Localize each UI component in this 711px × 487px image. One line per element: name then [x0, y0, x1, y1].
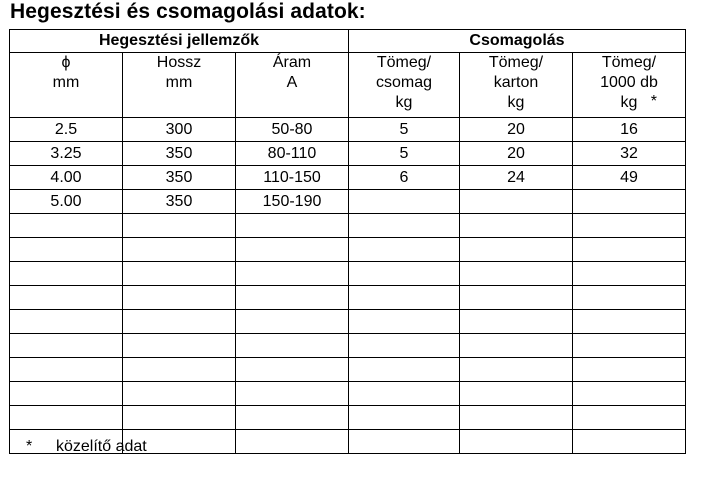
footnote	[26, 438, 147, 456]
empty-cell	[236, 334, 349, 358]
empty-cell	[460, 214, 573, 238]
empty-cell	[123, 262, 236, 286]
empty-cell	[10, 310, 123, 334]
header-line: mm	[52, 74, 80, 91]
header-line: karton	[493, 74, 539, 91]
footnote-marker: *	[650, 93, 657, 110]
empty-cell	[123, 358, 236, 382]
empty-table-row	[10, 238, 686, 262]
empty-cell	[123, 238, 236, 262]
header-line: 1000 db	[600, 74, 658, 91]
empty-cell	[236, 214, 349, 238]
empty-cell	[236, 382, 349, 406]
table-cell	[573, 190, 686, 214]
empty-cell	[573, 358, 686, 382]
table-row	[10, 190, 686, 214]
header-line: kg	[620, 94, 638, 111]
empty-cell	[349, 286, 460, 310]
header-line: csomag	[375, 74, 433, 91]
empty-cell	[460, 358, 573, 382]
empty-cell	[349, 406, 460, 430]
empty-table-row	[10, 406, 686, 430]
table-cell: 20	[460, 142, 573, 166]
header-line: Hossz	[156, 54, 202, 71]
empty-cell	[460, 406, 573, 430]
column-header-row	[10, 53, 686, 118]
footnote-mark: *	[26, 438, 33, 455]
empty-cell	[10, 406, 123, 430]
empty-cell	[460, 382, 573, 406]
empty-cell	[573, 214, 686, 238]
empty-cell	[460, 310, 573, 334]
empty-cell	[460, 286, 573, 310]
group-header-packaging: Csomagolás	[349, 30, 686, 53]
empty-cell	[236, 358, 349, 382]
empty-table-row	[10, 214, 686, 238]
table-cell: 350	[123, 190, 236, 214]
table-cell: 49	[573, 166, 686, 190]
empty-cell	[573, 382, 686, 406]
empty-cell	[123, 334, 236, 358]
empty-cell	[349, 430, 460, 454]
empty-cell	[460, 430, 573, 454]
table-cell: 5.00	[10, 190, 123, 214]
empty-table-row	[10, 334, 686, 358]
table-cell: 350	[123, 142, 236, 166]
empty-cell	[460, 238, 573, 262]
data-table	[9, 29, 686, 454]
table-cell: 5	[349, 142, 460, 166]
header-line: ϕ	[61, 54, 71, 71]
table-cell: 20	[460, 118, 573, 142]
empty-table-row	[10, 358, 686, 382]
empty-cell	[573, 238, 686, 262]
empty-cell	[123, 286, 236, 310]
header-line: Áram	[272, 54, 312, 71]
table-cell	[349, 190, 460, 214]
header-line: A	[286, 74, 298, 91]
header-line: mm	[165, 74, 193, 91]
empty-cell	[349, 310, 460, 334]
header-line: Tömeg/	[376, 54, 432, 71]
empty-cell	[349, 214, 460, 238]
empty-cell	[10, 286, 123, 310]
empty-cell	[236, 406, 349, 430]
empty-cell	[573, 430, 686, 454]
empty-cell	[10, 358, 123, 382]
header-line: Tömeg/	[601, 54, 657, 71]
table-cell: 350	[123, 166, 236, 190]
empty-cell	[349, 358, 460, 382]
page-title: Hegesztési és csomagolási adatok:	[10, 0, 366, 23]
header-line: Tömeg/	[488, 54, 544, 71]
group-header-row	[10, 30, 686, 53]
table-cell: 2.5	[10, 118, 123, 142]
table-cell: 3.25	[10, 142, 123, 166]
empty-cell	[573, 286, 686, 310]
table-cell: 80-110	[236, 142, 349, 166]
header-length	[123, 53, 236, 118]
empty-cell	[573, 334, 686, 358]
table-row	[10, 142, 686, 166]
empty-cell	[236, 262, 349, 286]
empty-cell	[236, 238, 349, 262]
empty-cell	[10, 262, 123, 286]
empty-cell	[349, 334, 460, 358]
empty-cell	[10, 214, 123, 238]
header-current	[236, 53, 349, 118]
table-cell	[460, 190, 573, 214]
table-cell: 150-190	[236, 190, 349, 214]
table-cell: 110-150	[236, 166, 349, 190]
table-cell: 4.00	[10, 166, 123, 190]
empty-table-row	[10, 286, 686, 310]
table-cell: 24	[460, 166, 573, 190]
header-line: kg	[507, 94, 525, 111]
empty-cell	[123, 310, 236, 334]
empty-cell	[10, 238, 123, 262]
empty-cell	[573, 262, 686, 286]
table-row	[10, 166, 686, 190]
table-cell: 16	[573, 118, 686, 142]
empty-cell	[10, 334, 123, 358]
header-weight-per-pack	[349, 53, 460, 118]
empty-cell	[236, 430, 349, 454]
table-cell: 6	[349, 166, 460, 190]
footnote-text: közelítő adat	[56, 438, 147, 455]
empty-cell	[349, 382, 460, 406]
empty-cell	[573, 406, 686, 430]
empty-cell	[123, 214, 236, 238]
empty-cell	[460, 334, 573, 358]
empty-table-row	[10, 382, 686, 406]
table-cell: 50-80	[236, 118, 349, 142]
empty-table-row	[10, 262, 686, 286]
empty-cell	[573, 310, 686, 334]
table-cell: 5	[349, 118, 460, 142]
empty-cell	[460, 262, 573, 286]
group-header-welding: Hegesztési jellemzők	[10, 30, 349, 53]
table-cell: 32	[573, 142, 686, 166]
empty-table-row	[10, 310, 686, 334]
empty-cell	[236, 286, 349, 310]
header-weight-per-1000	[573, 53, 686, 118]
table-row	[10, 118, 686, 142]
empty-cell	[349, 262, 460, 286]
empty-cell	[10, 382, 123, 406]
table-cell: 300	[123, 118, 236, 142]
header-line: kg	[395, 94, 413, 111]
empty-cell	[349, 238, 460, 262]
empty-cell	[236, 310, 349, 334]
header-weight-per-carton	[460, 53, 573, 118]
empty-cell	[123, 382, 236, 406]
empty-cell	[123, 406, 236, 430]
header-diameter	[10, 53, 123, 118]
